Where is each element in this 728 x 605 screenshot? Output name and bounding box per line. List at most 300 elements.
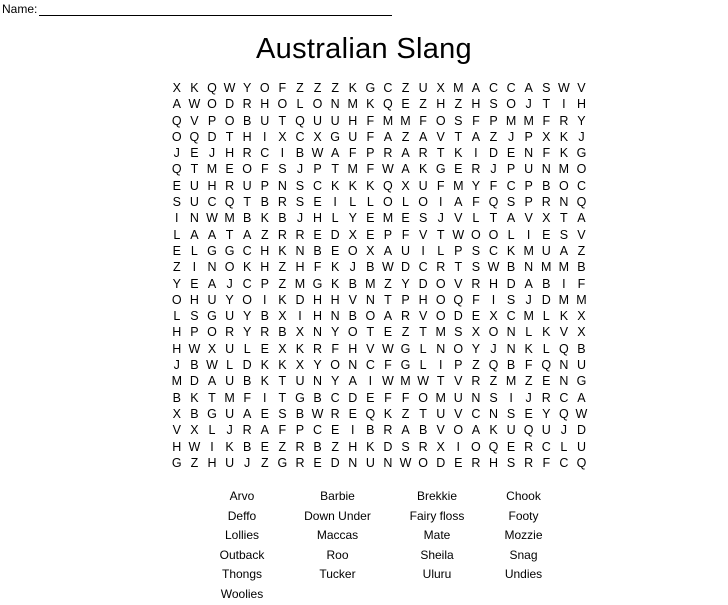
- grid-letter: H: [189, 292, 199, 307]
- grid-letter: P: [524, 129, 533, 144]
- grid-letter: H: [260, 97, 270, 112]
- grid-letter: A: [559, 243, 569, 258]
- grid-letter: Q: [558, 406, 569, 421]
- grid-letter: B: [243, 113, 252, 128]
- grid-letter: M: [558, 292, 570, 307]
- grid-letter: G: [295, 390, 305, 405]
- grid-letter: B: [366, 260, 375, 275]
- grid-letter: N: [559, 195, 569, 210]
- grid-letter: K: [225, 439, 234, 454]
- grid-letter: J: [578, 129, 585, 144]
- grid-letter: E: [524, 406, 533, 421]
- grid-letter: W: [382, 374, 394, 389]
- grid-letter: S: [559, 227, 569, 242]
- grid-letter: A: [454, 195, 463, 210]
- word-bank-item: Mozzie: [504, 528, 543, 543]
- letter-grid: [168, 80, 590, 471]
- grid-letter: I: [175, 211, 179, 226]
- grid-letter: Y: [542, 406, 551, 421]
- grid-letter: F: [366, 162, 375, 177]
- grid-letter: Y: [243, 325, 252, 340]
- grid-letter: F: [384, 390, 392, 405]
- grid-letter: B: [190, 358, 199, 373]
- grid-row: [168, 292, 590, 308]
- grid-letter: A: [401, 162, 410, 177]
- grid-letter: T: [278, 113, 287, 128]
- grid-row: [168, 210, 590, 226]
- grid-letter: B: [577, 260, 586, 275]
- grid-letter: H: [330, 292, 340, 307]
- grid-letter: K: [506, 243, 516, 258]
- grid-letter: B: [348, 276, 357, 291]
- grid-letter: B: [577, 341, 586, 356]
- grid-letter: O: [224, 260, 235, 275]
- grid-letter: K: [330, 260, 340, 275]
- grid-letter: V: [348, 292, 357, 307]
- grid-letter: D: [418, 276, 428, 291]
- grid-letter: K: [559, 146, 569, 161]
- word-bank-item: Uluru: [422, 567, 452, 582]
- grid-letter: B: [260, 309, 269, 324]
- grid-letter: E: [454, 162, 463, 177]
- grid-letter: O: [207, 325, 217, 340]
- grid-letter: O: [171, 129, 182, 144]
- grid-letter: A: [506, 211, 516, 226]
- grid-letter: L: [226, 358, 234, 373]
- grid-letter: U: [436, 406, 446, 421]
- grid-letter: X: [278, 309, 287, 324]
- grid-letter: X: [577, 325, 586, 340]
- grid-letter: A: [260, 423, 269, 438]
- grid-letter: H: [488, 276, 498, 291]
- grid-letter: Z: [454, 97, 463, 112]
- grid-letter: N: [436, 341, 446, 356]
- grid-letter: W: [399, 455, 412, 470]
- grid-letter: A: [383, 309, 393, 324]
- grid-letter: J: [296, 211, 304, 226]
- grid-letter: C: [471, 406, 481, 421]
- grid-letter: P: [506, 162, 516, 177]
- grid-letter: L: [419, 358, 427, 373]
- grid-letter: K: [278, 292, 287, 307]
- grid-letter: Q: [383, 97, 393, 112]
- grid-letter: K: [418, 162, 428, 177]
- word-bank-item: Brekkie: [416, 489, 457, 503]
- grid-letter: E: [313, 227, 322, 242]
- grid-letter: Z: [489, 129, 498, 144]
- grid-letter: J: [244, 455, 251, 470]
- grid-letter: O: [277, 97, 288, 112]
- grid-letter: C: [260, 146, 270, 161]
- grid-letter: Z: [401, 129, 410, 144]
- grid-letter: S: [278, 406, 287, 421]
- grid-letter: G: [435, 162, 446, 177]
- grid-letter: R: [436, 260, 446, 275]
- grid-letter: T: [366, 325, 375, 340]
- grid-letter: V: [190, 113, 199, 128]
- grid-letter: X: [366, 243, 375, 258]
- grid-letter: Z: [172, 260, 181, 275]
- grid-letter: T: [190, 162, 199, 177]
- grid-letter: K: [278, 243, 287, 258]
- grid-letter: R: [295, 439, 305, 454]
- grid-letter: Z: [401, 325, 410, 340]
- grid-letter: H: [313, 211, 323, 226]
- grid-letter: B: [418, 423, 428, 438]
- grid-letter: J: [208, 146, 216, 161]
- grid-letter: Q: [189, 129, 200, 144]
- grid-letter: H: [418, 292, 428, 307]
- grid-letter: A: [577, 211, 586, 226]
- grid-letter: J: [560, 423, 567, 438]
- grid-letter: O: [488, 325, 499, 340]
- grid-letter: U: [418, 81, 428, 95]
- grid-letter: O: [171, 292, 182, 307]
- grid-row: [168, 80, 590, 96]
- grid-letter: U: [313, 113, 323, 128]
- grid-letter: D: [541, 292, 551, 307]
- grid-letter: I: [438, 195, 443, 210]
- grid-letter: D: [189, 374, 199, 389]
- grid-letter: F: [401, 227, 410, 242]
- grid-letter: U: [541, 243, 551, 258]
- grid-letter: G: [330, 129, 340, 144]
- grid-letter: P: [313, 162, 322, 177]
- grid-letter: Y: [577, 113, 586, 128]
- grid-letter: X: [190, 423, 199, 438]
- grid-letter: H: [295, 260, 305, 275]
- grid-letter: U: [225, 374, 235, 389]
- grid-letter: P: [190, 325, 199, 340]
- grid-letter: E: [172, 243, 181, 258]
- grid-letter: P: [454, 243, 463, 258]
- grid-letter: H: [576, 97, 586, 112]
- grid-letter: O: [453, 423, 464, 438]
- grid-letter: N: [313, 374, 323, 389]
- grid-letter: B: [506, 260, 516, 275]
- grid-letter: O: [242, 292, 253, 307]
- grid-letter: N: [207, 260, 217, 275]
- grid-letter: N: [348, 455, 358, 470]
- grid-letter: L: [190, 243, 198, 258]
- grid-letter: E: [348, 406, 357, 421]
- grid-letter: H: [207, 455, 217, 470]
- grid-letter: L: [419, 341, 427, 356]
- grid-letter: U: [401, 243, 411, 258]
- grid-letter: V: [454, 211, 463, 226]
- grid-row: [168, 194, 590, 210]
- grid-letter: U: [576, 358, 586, 373]
- grid-letter: F: [366, 113, 375, 128]
- grid-letter: L: [331, 211, 339, 226]
- grid-letter: M: [206, 162, 218, 177]
- grid-letter: M: [523, 113, 534, 128]
- grid-letter: U: [330, 113, 340, 128]
- grid-letter: R: [401, 309, 411, 324]
- grid-letter: Z: [524, 374, 533, 389]
- grid-letter: B: [313, 390, 322, 405]
- grid-letter: T: [436, 227, 445, 242]
- grid-letter: G: [277, 455, 288, 470]
- grid-letter: X: [577, 309, 586, 324]
- grid-letter: K: [489, 423, 498, 438]
- grid-letter: I: [421, 243, 425, 258]
- grid-letter: Y: [348, 211, 357, 226]
- grid-row: [168, 113, 590, 129]
- grid-letter: W: [382, 162, 394, 177]
- grid-letter: R: [541, 195, 551, 210]
- grid-letter: J: [349, 260, 356, 275]
- grid-letter: C: [576, 178, 586, 193]
- grid-letter: N: [506, 325, 516, 340]
- grid-letter: X: [401, 178, 410, 193]
- grid-letter: J: [296, 162, 304, 177]
- grid-letter: Q: [576, 195, 587, 210]
- grid-row: [168, 324, 590, 340]
- grid-letter: H: [260, 260, 270, 275]
- grid-letter: V: [454, 276, 463, 291]
- grid-letter: R: [541, 390, 551, 405]
- grid-letter: E: [225, 162, 234, 177]
- grid-letter: Q: [224, 195, 235, 210]
- grid-letter: V: [172, 423, 181, 438]
- grid-letter: M: [505, 113, 517, 128]
- grid-letter: E: [260, 341, 269, 356]
- grid-letter: M: [523, 243, 534, 258]
- grid-letter: A: [577, 390, 586, 405]
- grid-letter: R: [260, 325, 270, 340]
- grid-letter: N: [524, 260, 534, 275]
- grid-letter: G: [207, 406, 217, 421]
- grid-letter: C: [242, 243, 252, 258]
- grid-letter: Y: [243, 309, 252, 324]
- grid-letter: X: [278, 129, 287, 144]
- grid-letter: R: [242, 146, 252, 161]
- grid-letter: A: [418, 129, 428, 144]
- grid-letter: S: [454, 113, 463, 128]
- grid-letter: O: [576, 162, 587, 177]
- grid-letter: D: [576, 423, 586, 438]
- grid-letter: L: [437, 243, 445, 258]
- word-bank-item: Down Under: [304, 508, 371, 523]
- grid-letter: L: [472, 211, 480, 226]
- grid-letter: T: [419, 406, 427, 421]
- grid-letter: O: [506, 97, 516, 112]
- grid-letter: M: [505, 374, 517, 389]
- grid-letter: E: [506, 439, 516, 454]
- grid-letter: X: [471, 325, 481, 340]
- grid-letter: O: [471, 439, 481, 454]
- grid-letter: K: [454, 146, 463, 161]
- grid-letter: Z: [384, 276, 392, 291]
- grid-letter: E: [190, 146, 199, 161]
- grid-letter: B: [542, 276, 551, 291]
- grid-letter: T: [331, 162, 339, 177]
- grid-letter: G: [171, 455, 182, 470]
- grid-letter: G: [312, 276, 323, 291]
- grid-row: [168, 439, 590, 455]
- word-bank: [196, 487, 560, 605]
- word-bank-item: Roo: [326, 547, 349, 562]
- grid-letter: P: [401, 292, 410, 307]
- grid-letter: U: [189, 195, 199, 210]
- grid-letter: T: [278, 390, 287, 405]
- grid-letter: V: [436, 423, 445, 438]
- grid-letter: I: [333, 195, 337, 210]
- name-label: Name:: [2, 2, 38, 16]
- grid-letter: S: [489, 97, 498, 112]
- grid-letter: M: [382, 113, 394, 128]
- grid-letter: X: [542, 129, 551, 144]
- grid-letter: T: [225, 129, 234, 144]
- grid-letter: F: [472, 195, 480, 210]
- grid-letter: Q: [383, 178, 393, 193]
- grid-row: [168, 357, 590, 373]
- grid-letter: I: [491, 292, 496, 307]
- grid-letter: K: [295, 341, 305, 356]
- grid-letter: E: [366, 211, 375, 226]
- grid-letter: R: [330, 406, 340, 421]
- grid-row: [168, 373, 590, 389]
- grid-letter: T: [419, 325, 427, 340]
- grid-letter: I: [192, 260, 197, 275]
- grid-letter: C: [559, 390, 569, 405]
- grid-letter: A: [383, 129, 393, 144]
- word-bank-item: Sheila: [420, 547, 454, 562]
- grid-letter: W: [223, 81, 236, 95]
- word-bank-item: Fairy floss: [409, 508, 465, 523]
- grid-letter: Z: [419, 97, 427, 112]
- grid-letter: D: [506, 276, 516, 291]
- grid-letter: Z: [489, 374, 498, 389]
- grid-letter: Z: [278, 439, 287, 454]
- grid-letter: C: [488, 243, 498, 258]
- grid-letter: O: [242, 162, 253, 177]
- grid-letter: C: [365, 358, 375, 373]
- grid-letter: B: [295, 406, 305, 421]
- grid-letter: X: [489, 309, 498, 324]
- grid-letter: O: [558, 178, 569, 193]
- grid-letter: A: [190, 227, 199, 242]
- grid-letter: V: [436, 129, 445, 144]
- grid-letter: M: [558, 162, 570, 177]
- grid-letter: T: [225, 227, 234, 242]
- grid-letter: H: [436, 97, 446, 112]
- grid-letter: Y: [172, 276, 181, 291]
- grid-letter: F: [542, 455, 551, 470]
- grid-letter: C: [506, 81, 516, 95]
- grid-letter: E: [366, 390, 375, 405]
- grid-letter: I: [456, 439, 461, 454]
- grid-letter: U: [453, 390, 463, 405]
- grid-letter: A: [471, 129, 481, 144]
- grid-letter: E: [383, 325, 393, 340]
- grid-letter: T: [278, 374, 287, 389]
- grid-letter: Y: [225, 292, 234, 307]
- grid-letter: O: [347, 325, 358, 340]
- grid-letter: R: [471, 374, 481, 389]
- word-bank-item: Woolies: [220, 586, 264, 601]
- grid-letter: C: [506, 309, 516, 324]
- grid-letter: Q: [488, 358, 499, 373]
- grid-letter: L: [507, 227, 515, 242]
- grid-letter: W: [557, 81, 570, 95]
- grid-letter: W: [311, 146, 324, 161]
- grid-letter: F: [472, 113, 480, 128]
- grid-letter: L: [243, 341, 251, 356]
- grid-letter: O: [453, 341, 464, 356]
- grid-letter: S: [278, 162, 287, 177]
- grid-row: [168, 276, 590, 292]
- grid-letter: J: [226, 276, 233, 291]
- grid-letter: A: [401, 423, 410, 438]
- grid-letter: N: [383, 455, 393, 470]
- grid-row: [168, 129, 590, 145]
- grid-letter: O: [207, 97, 217, 112]
- grid-letter: F: [278, 81, 287, 95]
- grid-letter: F: [243, 390, 251, 405]
- grid-letter: Q: [576, 455, 587, 470]
- grid-letter: S: [471, 260, 481, 275]
- grid-letter: B: [506, 358, 516, 373]
- grid-letter: F: [542, 146, 551, 161]
- grid-letter: H: [313, 309, 323, 324]
- grid-letter: Q: [171, 162, 182, 177]
- grid-letter: U: [242, 178, 252, 193]
- grid-letter: D: [401, 260, 411, 275]
- grid-letter: S: [172, 195, 181, 210]
- grid-letter: O: [418, 455, 428, 470]
- grid-letter: S: [506, 195, 516, 210]
- grid-letter: I: [263, 390, 267, 405]
- grid-letter: F: [278, 423, 287, 438]
- grid-letter: R: [295, 227, 305, 242]
- grid-letter: Q: [171, 113, 182, 128]
- grid-letter: Y: [401, 276, 410, 291]
- grid-letter: T: [243, 195, 251, 210]
- grid-letter: W: [487, 260, 500, 275]
- grid-letter: V: [577, 81, 586, 95]
- grid-row: [168, 406, 590, 422]
- grid-letter: E: [506, 146, 516, 161]
- word-bank-item: Deffo: [227, 508, 257, 523]
- grid-letter: X: [436, 439, 445, 454]
- grid-letter: Z: [577, 243, 586, 258]
- grid-letter: R: [277, 195, 287, 210]
- grid-letter: E: [401, 97, 410, 112]
- grid-letter: K: [260, 211, 269, 226]
- grid-letter: S: [542, 81, 551, 95]
- grid-letter: H: [225, 146, 235, 161]
- grid-letter: C: [313, 178, 323, 193]
- grid-letter: V: [454, 406, 463, 421]
- grid-letter: X: [295, 325, 305, 340]
- grid-letter: K: [559, 309, 569, 324]
- grid-letter: I: [298, 309, 302, 324]
- grid-letter: M: [523, 309, 534, 324]
- grid-letter: H: [488, 455, 498, 470]
- grid-letter: F: [331, 341, 339, 356]
- grid-letter: M: [400, 113, 411, 128]
- grid-letter: X: [313, 129, 322, 144]
- grid-letter: P: [524, 178, 533, 193]
- grid-letter: T: [208, 390, 216, 405]
- grid-letter: A: [401, 146, 410, 161]
- grid-letter: V: [524, 211, 533, 226]
- grid-letter: B: [313, 439, 322, 454]
- grid-letter: F: [489, 178, 498, 193]
- grid-row: [168, 341, 590, 357]
